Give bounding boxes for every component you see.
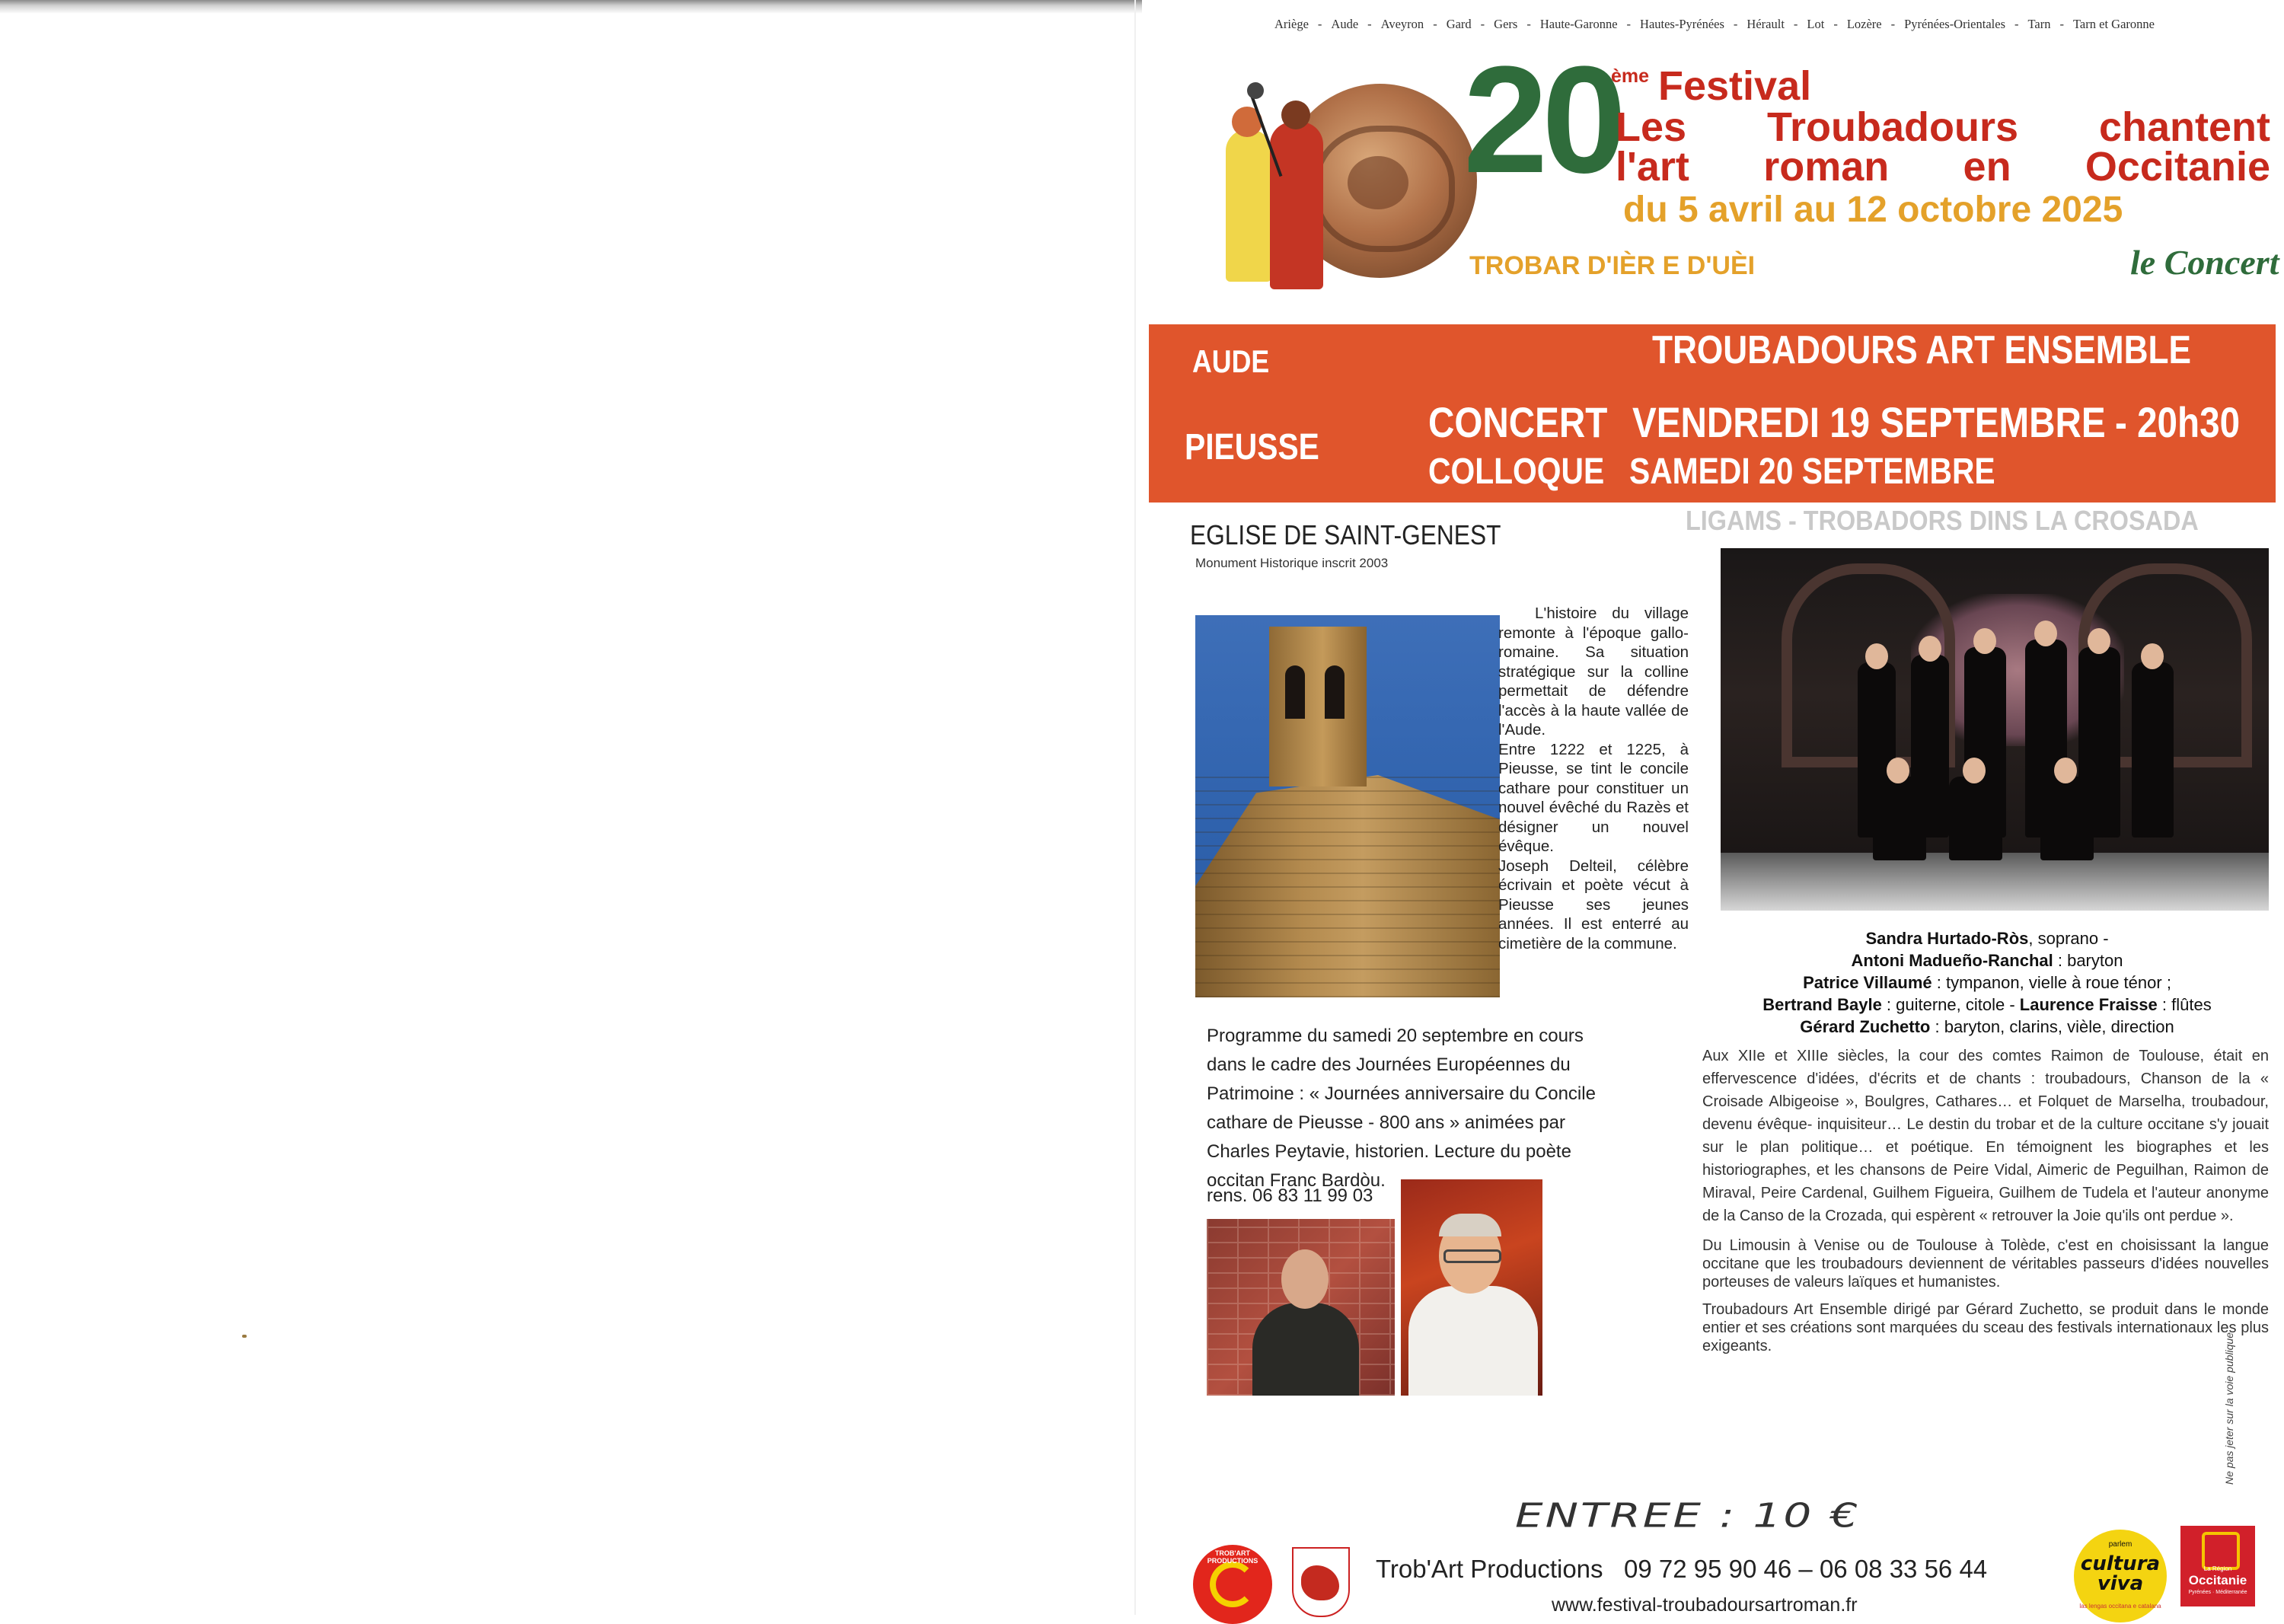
litter-notice: Ne pas jeter sur la voie publique bbox=[2223, 1332, 2235, 1485]
region-name: Hautes-Pyrénées bbox=[1640, 17, 1724, 31]
concert-time: - 20h30 bbox=[2115, 398, 2241, 446]
occitanie-subtitle: Pyrénées · Méditerranée bbox=[2188, 1590, 2247, 1595]
performer-role: : baryton, clarins, vièle, direction bbox=[1930, 1017, 2174, 1036]
musician-seated bbox=[1949, 777, 2002, 860]
ensemble-name: TROUBADOURS ART ENSEMBLE bbox=[1652, 328, 2192, 372]
region-separator: - bbox=[1793, 17, 1798, 31]
region-separator: - bbox=[1480, 17, 1485, 31]
performer-role: : guiterne, citole - bbox=[1881, 995, 2020, 1014]
glasses-icon bbox=[1443, 1249, 1501, 1263]
spiral-icon bbox=[1210, 1562, 1255, 1607]
ball-icon bbox=[1247, 82, 1264, 99]
title-word: Troubadours bbox=[1767, 104, 2019, 150]
history-paragraph: L'histoire du village remonte à l'époque gallo-romaine. Sa situation stratégique sur la colline permettait de défendre l'accès à la haute vallée de l'Aude. bbox=[1498, 605, 1689, 739]
musician-face bbox=[1887, 758, 1909, 783]
credit-line bbox=[1698, 927, 2276, 949]
performer-name: Bertrand Bayle bbox=[1762, 995, 1882, 1014]
poet-photo bbox=[1401, 1179, 1542, 1396]
ensemble-photo bbox=[1721, 548, 2269, 911]
musician-face bbox=[2034, 621, 2057, 646]
region-name: Aude bbox=[1331, 17, 1359, 31]
musician-face bbox=[1963, 758, 1986, 783]
town-label: PIEUSSE bbox=[1185, 427, 1319, 467]
fold-line bbox=[1134, 0, 1136, 1615]
le-concert-label: le Concert bbox=[2130, 243, 2279, 282]
coat-of-arms-logo bbox=[1292, 1547, 1350, 1617]
region-name: Hérault bbox=[1746, 17, 1785, 31]
producer-phones: 09 72 95 90 46 – 06 08 33 56 44 bbox=[1624, 1555, 1988, 1583]
info-phone: rens. 06 83 11 99 03 bbox=[1207, 1185, 1373, 1206]
lion-icon bbox=[1301, 1565, 1339, 1600]
scan-speck bbox=[242, 1335, 247, 1338]
region-name: Pyrénées-Orientales bbox=[1904, 17, 2005, 31]
title-word: Occitanie bbox=[2085, 144, 2270, 190]
description-paragraph: Troubadours Art Ensemble dirigé par Gérard Zuchetto, se produit dans le monde entier et ses créations sont marquées du sceau des festivals internationaux les plus exigeants. bbox=[1702, 1301, 2269, 1354]
producer-name: Trob'Art Productions bbox=[1376, 1555, 1603, 1583]
scan-shadow bbox=[0, 0, 1142, 14]
concert-date: VENDREDI 19 SEPTEMBRE bbox=[1632, 398, 2106, 446]
region-separator: - bbox=[1526, 17, 1531, 31]
musician-face bbox=[2088, 628, 2110, 654]
region-separator: - bbox=[2014, 17, 2019, 31]
title-word: roman bbox=[1763, 144, 1890, 190]
venue-name: EGLISE DE SAINT-GENEST bbox=[1190, 519, 1501, 550]
performer-name: Gérard Zuchetto bbox=[1800, 1017, 1931, 1036]
person-body bbox=[1252, 1303, 1359, 1396]
church-photo bbox=[1195, 615, 1500, 997]
performer-credits bbox=[1698, 927, 2276, 1038]
musician-seated bbox=[1873, 777, 1926, 860]
website-link[interactable]: www.festival-troubadoursartroman.fr bbox=[1552, 1594, 1858, 1616]
performer-name: Sandra Hurtado-Ròs bbox=[1865, 929, 2029, 948]
history-paragraph: Entre 1222 et 1225, à Pieusse, se tint le concile cathare pour constituer un nouvel évêché du Razès et désigner un nouvel évêque. bbox=[1498, 740, 1689, 855]
village-history bbox=[1498, 604, 1689, 953]
performer-name: Laurence Fraisse bbox=[2019, 995, 2158, 1014]
credit-line bbox=[1698, 1016, 2276, 1038]
region-name: Gers bbox=[1494, 17, 1518, 31]
colloque-programme: Programme du samedi 20 septembre en cours dans le cadre des Journées Européennes du Patrimoine : « Journées anniversaire du Concile cathare de Pieusse - 800 ans » animées par Charles Peytavie, historien. Lecture du poète occitan Franc Bardòu. bbox=[1207, 1026, 1596, 1191]
tower-window bbox=[1325, 665, 1345, 719]
musician-seated bbox=[2040, 777, 2094, 860]
bell-tower bbox=[1269, 627, 1367, 786]
tower-window bbox=[1285, 665, 1305, 719]
title-word: l'art bbox=[1616, 144, 1689, 190]
cultura-viva-logo bbox=[2074, 1530, 2167, 1622]
festival-word: Festival bbox=[1658, 63, 1812, 109]
festival-dates: du 5 avril au 12 octobre 2025 bbox=[1623, 190, 2123, 230]
performer-role: : flûtes bbox=[2157, 995, 2212, 1014]
credit-line bbox=[1698, 994, 2276, 1016]
stone-texture bbox=[1195, 775, 1500, 997]
programme-title: LIGAMS - TROBADORS DINS LA CROSADA bbox=[1686, 505, 2199, 536]
person-face bbox=[1281, 1249, 1329, 1309]
department-label: AUDE bbox=[1192, 343, 1270, 379]
cultura-top-text: parlem bbox=[2108, 1540, 2132, 1549]
historian-photo bbox=[1207, 1219, 1395, 1396]
region-separator: - bbox=[1833, 17, 1838, 31]
troubadour-figure-yellow bbox=[1226, 129, 1271, 282]
trobart-logo bbox=[1193, 1545, 1272, 1624]
region-separator: - bbox=[1367, 17, 1372, 31]
credit-line bbox=[1698, 949, 2276, 972]
description-paragraph: Aux XIIe et XIIIe siècles, la cour des comtes Raimon de Toulouse, était en effervescence d'idées, d'écrits et de chants : troubadours, Chanson de la « Croisade Albigeoise », Boulgres, Cathares… et Folquet de Marselha, troubadour, devenu évêque- inquisiteur… Le destin du trobar et de la culture occitane s'y jouait sur le plan politique… et poétique. En témoignent les biographes et les historiographes, et les chansons de Peire Vidal, Aimeric de Peguilhan, Raimon de Miraval, Peire Cardenal, Guilhem Figueira, Guilhem de Tudela et l'auteur anonyme de la Canso de la Crozada, qui espèrent « retrouver la Joie qu'ils ont perdue ». bbox=[1702, 1048, 2269, 1224]
trobart-logo-text: TROB'ART PRODUCTIONS bbox=[1207, 1549, 1258, 1565]
producer-contact bbox=[1376, 1555, 1987, 1584]
performer-role: , soprano - bbox=[2028, 929, 2109, 948]
region-separator: - bbox=[1890, 17, 1896, 31]
occitanie-region-logo bbox=[2180, 1526, 2255, 1606]
regions-list bbox=[1151, 17, 2278, 32]
person-body bbox=[1408, 1286, 1538, 1396]
history-paragraph: Joseph Delteil, célèbre écrivain et poète vécut à Pieusse ses jeunes années. Il est enterré au cimetière de la commune. bbox=[1498, 857, 1689, 952]
title-word: en bbox=[1963, 144, 2011, 190]
region-separator: - bbox=[2059, 17, 2064, 31]
description-paragraph: Du Limousin à Venise ou de Toulouse à Tolède, c'est en choisissant la langue occitane que les troubadours deviennent de véritables passeurs d'idées nouvelles porteuses de valeurs laïques et humanistes. bbox=[1702, 1237, 2269, 1291]
troubadour-head bbox=[1281, 101, 1310, 129]
cultura-bottom-text: las lengas occitana e catalana bbox=[2079, 1603, 2161, 1610]
musician-face bbox=[1865, 643, 1888, 669]
title-word: chantent bbox=[2098, 104, 2270, 150]
musician bbox=[2132, 662, 2174, 838]
musician-face bbox=[2054, 758, 2077, 783]
region-name: Haute-Garonne bbox=[1539, 17, 1618, 31]
performer-role: : baryton bbox=[2053, 951, 2123, 970]
occitan-cross-icon bbox=[2202, 1532, 2240, 1570]
musician-face bbox=[1973, 628, 1996, 654]
colloque-date: SAMEDI 20 SEPTEMBRE bbox=[1629, 451, 1995, 492]
festival-logo-illustration bbox=[1188, 69, 1492, 297]
title-word: Les bbox=[1616, 104, 1687, 150]
region-separator: - bbox=[1626, 17, 1632, 31]
region-name: Aveyron bbox=[1380, 17, 1424, 31]
performer-name: Antoni Madueño-Ranchal bbox=[1851, 951, 2053, 970]
person-hair bbox=[1439, 1214, 1501, 1236]
credit-line bbox=[1698, 972, 2276, 994]
region-separator: - bbox=[1433, 17, 1437, 31]
troubadour-figure-red bbox=[1270, 122, 1323, 289]
region-separator: - bbox=[1733, 17, 1738, 31]
colloque-label: COLLOQUE bbox=[1428, 451, 1605, 492]
performer-role: : tympanon, vielle à roue ténor ; bbox=[1932, 973, 2171, 992]
monument-note: Monument Historique inscrit 2003 bbox=[1195, 556, 1389, 570]
region-name: Tarn et Garonne bbox=[2073, 17, 2155, 31]
performer-name: Patrice Villaumé bbox=[1803, 973, 1932, 992]
region-name: Lot bbox=[1807, 17, 1825, 31]
region-separator: - bbox=[1317, 17, 1322, 31]
entry-price-handwritten: ENTREE : 10 € bbox=[1515, 1496, 1861, 1535]
edition-number: 20 bbox=[1463, 35, 1621, 205]
region-name: Gard bbox=[1446, 17, 1472, 31]
region-name: Ariège bbox=[1274, 17, 1309, 31]
cultura-main-text: cultura viva bbox=[2080, 1552, 2161, 1595]
stage-floor bbox=[1721, 853, 2269, 911]
occitanie-name: Occitanie bbox=[2188, 1573, 2247, 1587]
region-name: Tarn bbox=[2027, 17, 2051, 31]
region-name: Lozère bbox=[1846, 17, 1882, 31]
edition-superscript: ème bbox=[1611, 65, 1650, 87]
title-line-2 bbox=[1616, 143, 2270, 190]
occitanie-region-text: La Région bbox=[2203, 1565, 2232, 1572]
trobar-subtitle: TROBAR D'IÈR E D'UÈI bbox=[1469, 251, 1756, 280]
concert-label: CONCERT bbox=[1428, 398, 1608, 446]
musician-face bbox=[1919, 636, 1941, 662]
musician-face bbox=[2141, 643, 2164, 669]
ensemble-description bbox=[1702, 1045, 2269, 1364]
